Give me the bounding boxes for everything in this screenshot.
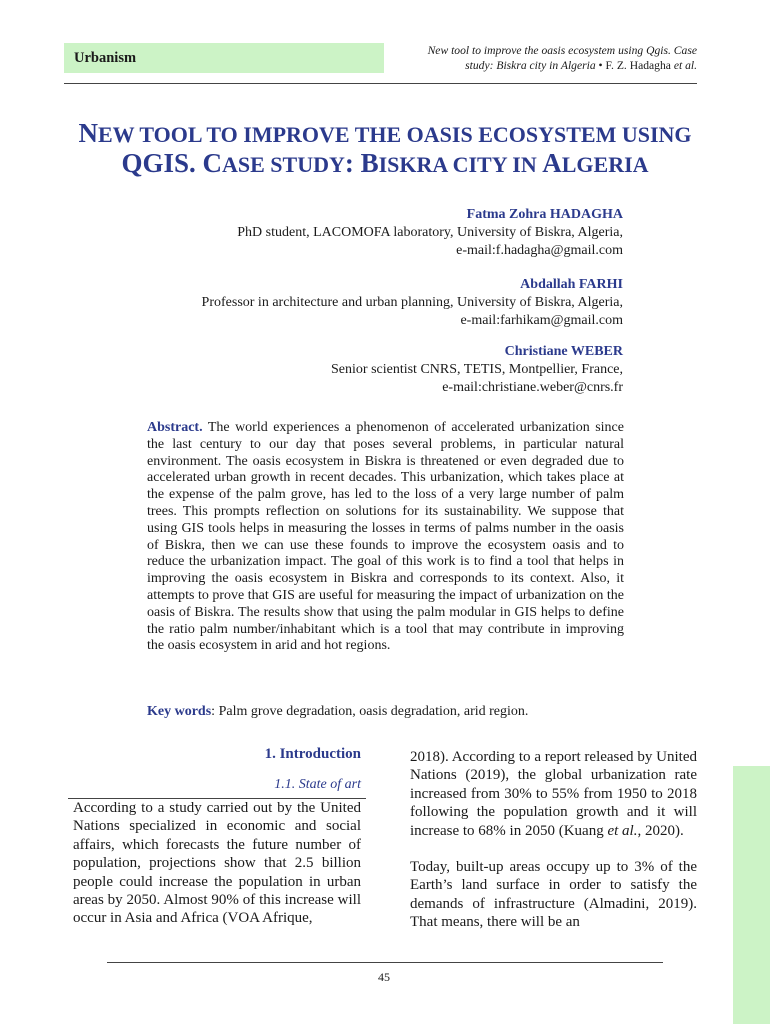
author-1 [64,206,623,260]
margin-color-band [733,766,770,1024]
body-paragraph: Today, built-up areas occupy up to 3% of the Earth’s land surface in order to satisfy the demands of infrastructure (Almadini, 2019). That means, there will be an [410,859,697,931]
author-email[interactable]: e-mail:f.hadagha@gmail.com [456,243,623,258]
section-heading: 1. Introduction [264,746,361,762]
title-line-2: QGIS. CASE STUDY: BISKRA CITY IN ALGERIA [121,148,649,178]
section-label: Urbanism [74,50,137,66]
author-affiliation: Senior scientist CNRS, TETIS, Montpellier, France, [331,362,623,377]
author-name: Abdallah FARHI [520,277,623,292]
abstract [147,420,624,655]
running-author: F. Z. Hadagha [605,59,674,72]
author-email[interactable]: e-mail:farhikam@gmail.com [460,313,623,328]
right-column [410,748,697,932]
running-title-line2: study: Biskra city in Algeria • F. Z. Hadagha et al. [465,59,697,72]
author-name: Christiane WEBER [504,344,623,359]
page-number: 45 [378,970,390,984]
title-line-1: NEW TOOL TO IMPROVE THE OASIS ECOSYSTEM USING [78,118,692,148]
running-header [395,43,697,73]
keywords-text: Palm grove degradation, oasis degradation, arid region. [215,704,529,719]
header-divider [64,83,697,84]
author-3 [64,343,623,397]
subsection-heading: 1.1. State of art [274,777,361,792]
keywords: Key words: Palm grove degradation, oasis degradation, arid region. [147,704,529,719]
abstract-label: Abstract. [147,420,203,435]
author-affiliation: Professor in architecture and urban planning, University of Biskra, Algeria, [201,295,623,310]
author-name: Fatma Zohra HADAGHA [466,207,623,222]
body-paragraph: According to a study carried out by the United Nations specialized in economic and social affairs, which forecasts the future number of population, projections show that 2.5 billion people could increase the population in urban areas by 2050. Almost 90% of this increase will occur in Asia and Africa (VOA Afrique, [73,800,361,927]
section-tab [64,43,384,73]
running-title-line1: New tool to improve the oasis ecosystem using Qgis. Case [427,44,697,57]
author-2 [64,276,623,330]
left-column [73,744,361,928]
paper-title [64,119,706,179]
keywords-label: Key words [147,704,212,719]
footer-divider [107,962,663,963]
author-email[interactable]: e-mail:christiane.weber@cnrs.fr [442,380,623,395]
author-affiliation: PhD student, LACOMOFA laboratory, University of Biskra, Algeria, [237,225,623,240]
abstract-text: The world experiences a phenomenon of accelerated urbanization since the last century to our day that poses several problems, in particular natural environment. The oasis ecosystem in Biskra is threatened or even degraded due to accelerated urban growth in recent decades. This urbanization, which takes place at the expense of the palm grove, has led to the loss of a very large number of palm trees. This prompts reflection on solutions for its sustainability. We suppose that using GIS tools helps in measuring the losses in terms of palms number in the oasis of Biskra, then we can use these founds to improve the ecosystem oasis and to reduce the urbanization impact. The goal of this work is to find a tool that helps in improving the oasis ecosystem in Biskra and corresponds to its context. Also, it attempts to prove that GIS are useful for measuring the impact of urbanization on the oasis of Biskra. The results show that using the palm modular in GIS helps to define the ratio palm number/inhabitant which is a tool that may contribute in improving the oasis ecosystem in arid and hot regions. [147,420,624,654]
body-paragraph: 2018). According to a report released by United Nations (2019), the global urbanization rate increased from 30% to 55% from 1950 to 2018 following the population growth and it will increase to 68% in 2050 (Kuang et al., 2020). [410,749,697,839]
